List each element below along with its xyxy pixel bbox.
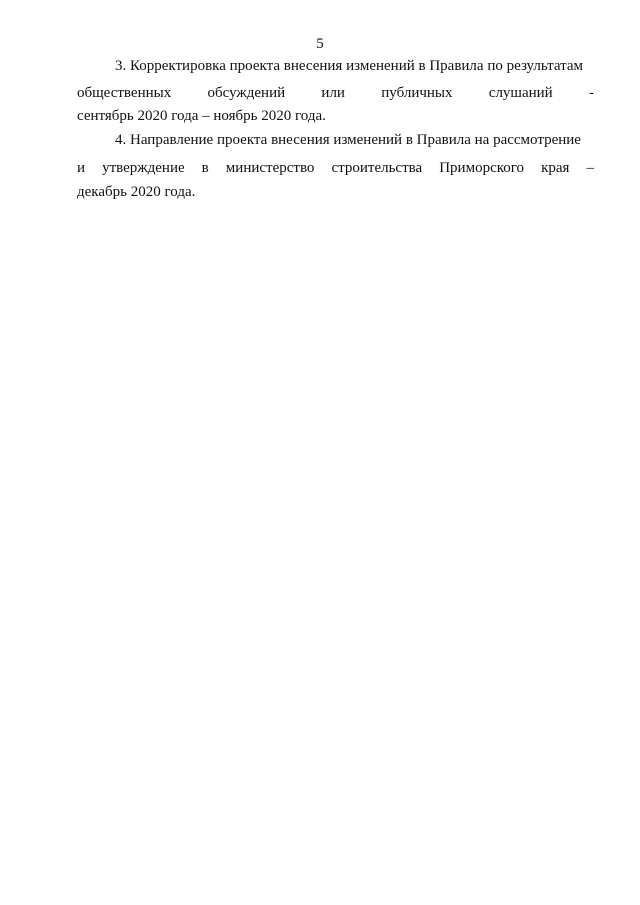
paragraph-4-line-1: 4. Направление проекта внесения изменений в Правила на рассмотрение <box>115 132 581 148</box>
word: строительства <box>331 160 423 176</box>
paragraph-3-line-1: 3. Корректировка проекта внесения изменений в Правила по результатам <box>115 58 584 74</box>
paragraph-4-line-3: декабрь 2020 года. <box>77 184 196 200</box>
paragraph-3-line-3: сентябрь 2020 года – ноябрь 2020 года. <box>77 108 326 124</box>
word: обсуждений <box>207 85 286 101</box>
paragraph-4-line-2 <box>77 159 594 177</box>
word: – <box>586 160 594 176</box>
page-number: 5 <box>316 36 324 52</box>
word: утверждение <box>102 160 185 176</box>
word: Приморского <box>439 160 525 176</box>
word: или <box>321 85 345 101</box>
word: - <box>589 85 594 101</box>
word: слушаний <box>488 85 553 101</box>
paragraph-3-line-2 <box>77 84 594 102</box>
word: края <box>541 160 570 176</box>
word: министерство <box>225 160 315 176</box>
word: в <box>201 160 209 176</box>
word: общественных <box>77 85 172 101</box>
word: публичных <box>381 85 453 101</box>
word: и <box>77 160 86 176</box>
